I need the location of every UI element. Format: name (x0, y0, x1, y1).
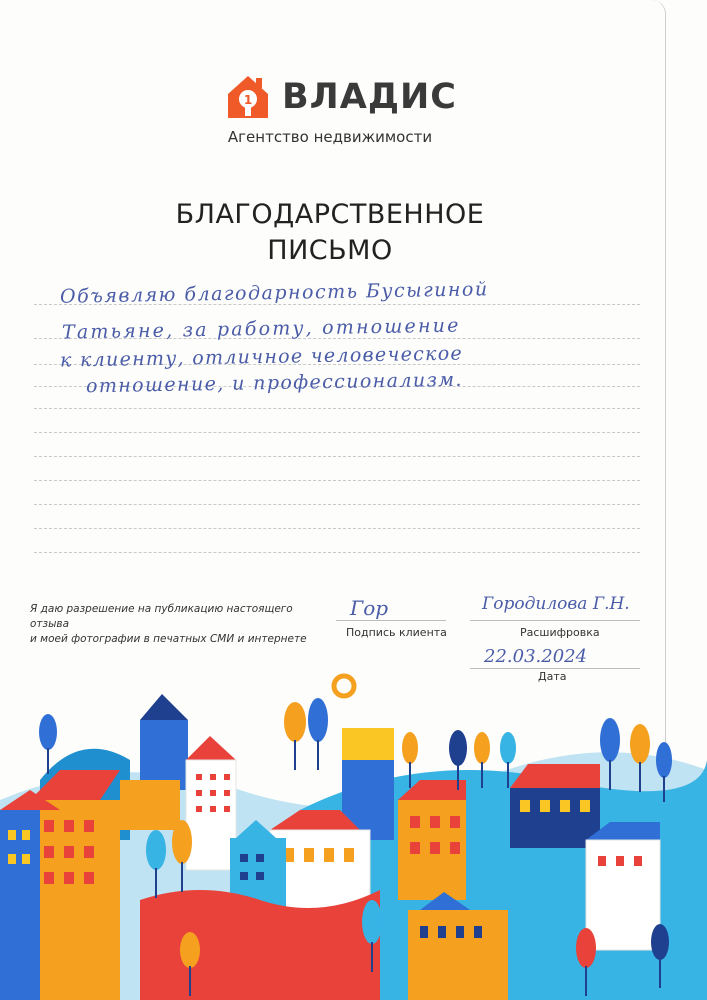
wave (140, 890, 380, 1000)
vladis-logo (226, 74, 456, 124)
ruled-line (34, 528, 640, 529)
ruled-line (34, 432, 640, 433)
tree-icon (308, 698, 328, 770)
building (586, 822, 660, 950)
client-signature: Гор (350, 596, 389, 620)
house-key-icon (226, 74, 270, 120)
brand-name: ВЛАДИС (282, 77, 457, 117)
signature-decoding: Городилова Г.Н. (482, 594, 630, 614)
ruled-line (34, 480, 640, 481)
handwritten-line: Татьяне, за работу, отношение (61, 314, 461, 344)
decoding-label: Расшифровка (520, 626, 600, 639)
tree-icon (284, 702, 306, 770)
consent-line-2: и моей фотографии в печатных СМИ и интернете (30, 633, 307, 645)
logo-digit: 1 (243, 93, 253, 107)
title-line-1: БЛАГОДАРСТВЕННОЕ (175, 199, 485, 230)
document-title (0, 197, 660, 269)
sun-icon (334, 676, 354, 696)
city-illustration (0, 660, 707, 1000)
handwritten-line: к клиенту, отличное человеческое (59, 342, 464, 372)
handwritten-line: отношение, и профессионализм. (85, 368, 464, 398)
date-label: Дата (538, 670, 567, 683)
publication-consent (30, 602, 330, 647)
ruled-line (34, 456, 640, 457)
ruled-line (34, 408, 640, 409)
building (120, 694, 188, 830)
decoding-line (470, 620, 640, 621)
brand-tagline: Агентство недвижимости (227, 128, 433, 146)
title-line-2: ПИСЬМО (267, 235, 393, 266)
building (510, 764, 600, 848)
ruled-line (34, 504, 640, 505)
handwritten-line: Объявляю благодарность Бусыгиной (59, 278, 489, 308)
building (398, 780, 466, 900)
signature-label: Подпись клиента (346, 626, 447, 639)
consent-line-1: Я даю разрешение на публикацию настоящего отзыва (30, 603, 293, 630)
date-value: 22.03.2024 (484, 646, 588, 667)
ruled-line (34, 552, 640, 553)
signature-line (336, 620, 446, 621)
building (186, 736, 236, 870)
